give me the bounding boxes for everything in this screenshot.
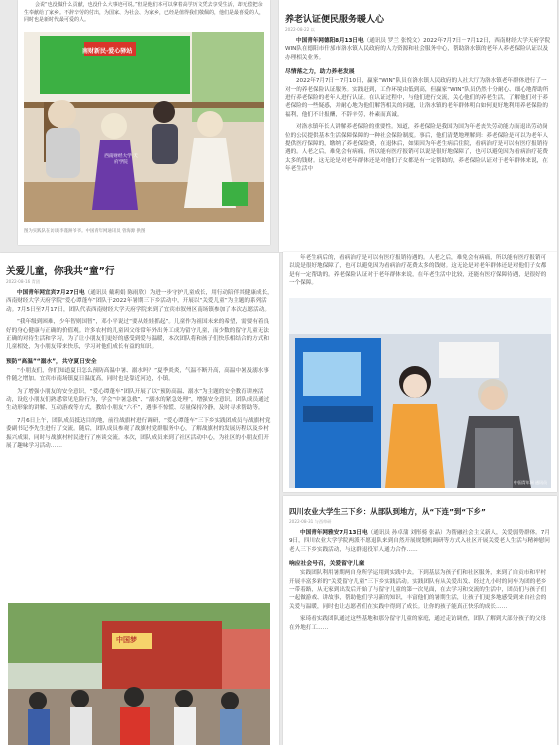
atm-photo-drawing	[289, 298, 551, 488]
photo-caption: 中国青年网 通讯员	[513, 480, 547, 485]
article-clip-right-mid	[283, 252, 557, 492]
photo-caption: 图为实践队在访谈李谨洲爷爷。中国青年网通讯员 曾海源 供图	[24, 229, 146, 234]
article-body: 会说“也没做什么贡献，也没什么大事迹可说。”但是他们本可以拿着高学历文凭去享受生活，却无偿把余生奉献给了家乡。不辞辛劳的付出，为国家、为社会、为家乡，已经是值得我们敬佩的，他们是最喜爱的人，同时也是新时代最可爱的人。	[24, 2, 265, 24]
article-paragraph: 为了增强小朋友的安全意识，“爱心谭蓬车”团队开展了以“预防高温、溺水”为主题的安全教育讲座活动，设危小朋友们熟悉常见危险行为，学会“中暑急救”、“溺水的紧急处理”，增强安全意识。团队成员通过生动形象的讲解、互动游戏等方式，教给小朋友“六不”，遇事不惊慌、尽量保持冷静，及时寻求帮助等。	[6, 388, 270, 412]
article-title: 四川农业大学生三下乡：从部队到地方，从“下连”到“下乡”	[289, 507, 486, 516]
article-title: 关爱儿童，你我共“童”行	[6, 266, 115, 277]
article-lead-paragraph	[289, 529, 551, 554]
section-heading: 预防“高温”“溺水”，共守夏日安全	[6, 358, 97, 365]
photo-sign-text: 南财新民·爱心驿站	[82, 48, 133, 55]
atm-photo	[289, 298, 551, 488]
article-paragraph: 对洛水镇年长人讲解养老保险的重要性。知道，养老保险是我国为国为年老丧失劳动能力而退出劳动岗位的公民提供基本生活保障保障的一种社会保险制度。事后，他们清楚地理解到：养老保险是可以为老年人提供医疗保障的，缴纳了养老保险费，在退休后，如果因为年老生病后住院，看病治疗是可以有医疗报销待遇的。人老之后，难免会有病痛，所以能有医疗报销可以说是很好地保障了，也可以避免因为看病治疗花费太多的钱财。这无论是对老年群体还是对他们子女都是有一定帮助的，养老保险认证对于老年群体来说，在年老生活中	[285, 124, 548, 173]
article-dateline: 中国青年网德阳8月13日电	[296, 38, 364, 44]
article-meta: 2022-08-16 青团	[6, 279, 41, 284]
vest-text: 西南财经大学 天府学院	[104, 154, 138, 165]
article-clip-right-top	[279, 0, 557, 252]
article-clip-left-mid	[0, 253, 279, 745]
crowd-photo-drawing	[8, 603, 270, 745]
article-dateline: 中国青年网雅安7月13日电	[300, 530, 368, 536]
article-dateline: 中国青年网宜宾7月27日电	[17, 290, 85, 296]
section-heading: 尽情落之力，助力养老发展	[285, 69, 355, 76]
article-paragraph: 年老生病后的，看病治疗是可以有医疗报销待遇的。人老之后，难免会有病痛，所以能有医疗报销可以说是很好地保障了，也可以避免因为看病治疗花费太多的钱财。这无论是对老年群体还是对他们子女都是有一定帮助的。养老保险认证对于老年群体来说，在年老生活中比较，还能有医疗保障待遇，是很好的一个保障。	[289, 255, 547, 287]
article-paragraph: 家琦看实践团队通过这些基地和那分留守儿童的家庭，通过走访调查，团队了解到大部分孩子的父母在外地打工……	[289, 616, 547, 631]
section-heading: 响应社会号召，关爱留守儿童	[289, 561, 365, 568]
article-lead-text: （通讯员 戴莉娟 陈雨欣）为进一步守护儿童成长，用行动陪伴其健康成长，西南财经大学天府学院“爱心谭蓬车”团队于2022年暑期三下乡活动中，开展以“关爱儿童”为主题的系列活动。7月5日至7月17日，团队代表西南财经大学天府学院来到了宜宾市叙州区南场镇参加了本次志愿活动。	[6, 290, 273, 313]
photo-sign-text: 中国梦	[116, 636, 137, 644]
article-lead-text: （通讯员 罗兰 张悦文）2022年7月7日－7月12日，西南财经大学天府学院WIN队在德阳市什邡市洛水镇人民政府的人力资源和社会服务中心，帮助洛水镇的老年人养老保险认证以及办理相关业务。	[285, 38, 551, 61]
article-paragraph: 2022年7月7日－7月10日，赢家“WIN”队员在洛水镇人民政府的人社大厅为洛水镇老年群体进行了一对一的养老保险认证服务。实践赶到，工作环境由低到高，但赢家“WIN”队员仍然十分耐心、细心地帮助所进行养老保险的老年人进行认证。在认证过程中，与他们进行交流，关心他们的养老生活，了解他们对于养老保险的一些疑惑，并耐心地为他们解答相关的问题，让洛水镇的老年群体明白如何更好地利用养老保险的福利，他们不计报酬，不辞辛劳，朴素而真诚。	[285, 78, 549, 118]
article-meta: 2022-08-31 与西草研	[289, 519, 332, 524]
article-lead-text: （通讯员 孙卓蒲 刘彤骑 张晶）为帮融社会主义新人，关爱弱势群体。7月9日，四川农业大学学院两派不愿退队来到自然开展规划机调研等方式入社区开展关爱老人生活与精神慰问老人三下乡实践活动，与这群退役军人通力合作……	[289, 530, 550, 553]
article-title: 养老认证便民服务暖人心	[285, 15, 385, 25]
interview-photo	[24, 32, 264, 222]
article-paragraph: 实践团队利用暑期两自身所学运用到实践中去。下到基层为孩子们和社区服务，来到了自贡市和平村开展丰富多彩的“关爱留守儿童”三下乡实践活动。实践团队有从关爱出发、经过九小时的同车为团的老乡一带着路，从无家到出发后开始了与留守儿童的第一次见面，在去学习和交流的生活中，团员们与孩子们一起做游戏、讲故事，帮助他们学习新的知识，丰富他们的暑期生活，让孩子们更多地感受到来自社会的关爱与温暖，同时也让志愿者们在实践中得到了成长。让你的孩子能真正快乐的成长……	[289, 570, 547, 610]
article-clip-top-left	[18, 0, 270, 245]
article-clip-right-bottom	[283, 496, 557, 745]
interview-photo-drawing	[24, 32, 264, 222]
article-paragraph: “小朋友们，你们知道夏日怎么预防高温中暑、溺水吗？”夏季炎炎，气温不断升高，高温中暑及溺水事件随之增加。宜宾市南场镇夏日温度高，同时也是靠近河边，小镇。	[6, 367, 269, 383]
crowd-photo	[8, 603, 270, 745]
article-lead-paragraph	[6, 289, 273, 314]
article-lead-paragraph	[285, 37, 551, 62]
article-paragraph: “我年级到困难，少年智则国智”，邓小平说过“要从娃娃抓起”。儿童作为祖国未来的希望，需要有着良好的身心健康与正确的价值观。许多农村的儿童因父母常年外出务工成为留守儿童，而少数的留守儿童无法正确的对待生活和学习，为了让小朋友们更好的感受到爱与温暖，本次团队将和孩子们快乐相结合的方式和儿童相处，为小朋友带来快乐，学习对他们成长有益的知识。	[6, 319, 270, 351]
article-meta: 2022-08-22 以	[285, 27, 315, 32]
article-paragraph: 7月6日上午，团队成员抵达目的地，前往战旗村进行调研，“爱心谭蓬车”三下乡实践团成员与战旗村党委副书记李先生进行了交流。随后，团队成员参观了战旗村党群服务中心，了解战旗村的发展历程以及乡村振兴成果，同时与战旗村村民进行了座谈交流。本次，团队成员来到了社区活动中心，为社区的小朋友们开展了趣味学习活动……	[6, 417, 271, 450]
